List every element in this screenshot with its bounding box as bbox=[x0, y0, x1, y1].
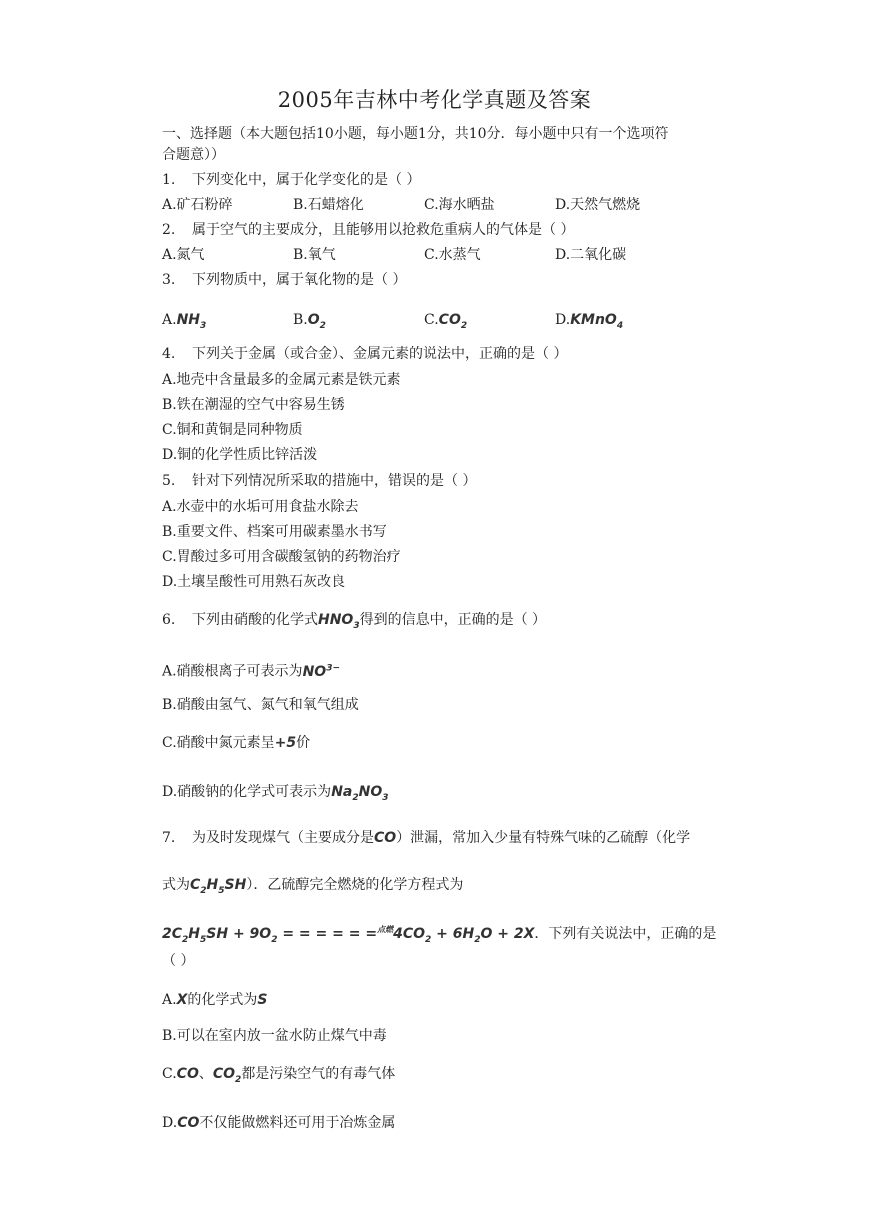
question-7-line-2: 式为$C_2H_5SH$）．乙硫醇完全燃烧的化学方程式为 bbox=[162, 877, 464, 896]
option-c: C.CO、$CO_2$都是污染空气的有毒气体 bbox=[162, 1066, 396, 1085]
option-d: D.硝酸钠的化学式可表示为$Na_2NO_3$ bbox=[162, 784, 389, 803]
question-number: 7. bbox=[162, 830, 176, 846]
question-number: 4. bbox=[162, 346, 176, 362]
formula-nitrate-ion: $NO^{3-}$ bbox=[302, 663, 340, 680]
formula-co: CO bbox=[374, 830, 397, 846]
formula-na2no3: $Na_2NO_3$ bbox=[331, 784, 389, 803]
option-a: A.水壶中的水垢可用食盐水除去 bbox=[162, 499, 359, 515]
option-a: A.氮气 bbox=[162, 247, 205, 263]
question-stem: 针对下列情况所采取的措施中，错误的是（ ） bbox=[192, 473, 477, 489]
option-d bbox=[555, 310, 623, 336]
option-b: B.可以在室内放一盆水防止煤气中毒 bbox=[162, 1028, 387, 1044]
formula-kmno4: KMnO$_4$ bbox=[570, 312, 624, 331]
option-c: C.铜和黄铜是同种物质 bbox=[162, 422, 303, 438]
question-number: 5. bbox=[162, 473, 176, 489]
option-c: C.胃酸过多可用含碳酸氢钠的药物治疗 bbox=[162, 549, 401, 565]
question-stem: 下列变化中，属于化学变化的是（ ） bbox=[192, 172, 421, 188]
option-label: C. bbox=[424, 312, 439, 328]
question-number: 6. bbox=[162, 612, 176, 628]
option-d: D.CO不仅能做燃料还可用于冶炼金属 bbox=[162, 1115, 396, 1131]
option-b: B.重要文件、档案可用碳素墨水书写 bbox=[162, 524, 387, 540]
option-label: B. bbox=[293, 312, 308, 328]
question-1 bbox=[162, 170, 420, 190]
question-stem: 下列物质中，属于氧化物的是（ ） bbox=[192, 272, 407, 288]
option-c: C.水蒸气 bbox=[424, 247, 481, 263]
option-b: B.硝酸由氢气、氮气和氧气组成 bbox=[162, 697, 359, 713]
question-stem: 下列关于金属（或合金）、金属元素的说法中，正确的是（ ） bbox=[192, 346, 568, 362]
question-stem-part: 下列由硝酸的化学式 bbox=[192, 612, 318, 628]
question-3-options bbox=[162, 310, 762, 330]
option-b: B.石蜡熔化 bbox=[293, 197, 364, 213]
question-5 bbox=[162, 471, 476, 491]
option-c bbox=[424, 310, 467, 336]
option-b bbox=[293, 310, 326, 336]
question-stem: 属于空气的主要成分，且能够用以抢救危重病人的气体是（ ） bbox=[192, 222, 575, 238]
question-number: 3. bbox=[162, 272, 176, 288]
answer-paren: （ ） bbox=[162, 953, 195, 969]
option-a: A.矿石粉碎 bbox=[162, 197, 233, 213]
section-heading-line-1: 一、选择题（本大题包括10小题，每小题1分，共10分．每小题中只有一个选项符 bbox=[162, 126, 669, 142]
formula-nh3: $NH_3$ bbox=[176, 312, 207, 331]
chemical-equation: $2C_2H_5SH + 9O_2$ = = = = = $=^{点燃}4CO_2 + 6H_2O + 2X$．下列有关说法中，正确的是 bbox=[162, 925, 717, 945]
formula-ethanethiol: $C_2H_5SH$ bbox=[190, 877, 247, 896]
option-d: D.土壤呈酸性可用熟石灰改良 bbox=[162, 574, 346, 590]
option-b: B.铁在潮湿的空气中容易生锈 bbox=[162, 397, 345, 413]
option-c: C.海水晒盐 bbox=[424, 197, 495, 213]
page-title: 2005年吉林中考化学真题及答案 bbox=[277, 88, 592, 112]
option-a bbox=[162, 310, 206, 336]
formula-co2: $CO_2$ bbox=[438, 312, 468, 331]
formula-hno3: $HNO_3$ bbox=[318, 612, 360, 631]
formula-o2: $O_2$ bbox=[307, 312, 326, 331]
section-heading-line-2: 合题意）） bbox=[162, 147, 225, 163]
question-2 bbox=[162, 220, 574, 240]
option-label: D. bbox=[555, 312, 571, 328]
question-1-options bbox=[162, 195, 762, 215]
question-4 bbox=[162, 344, 567, 364]
option-a: A.地壳中含量最多的金属元素是铁元素 bbox=[162, 372, 401, 388]
option-a: A.硝酸根离子可表示为$NO^{3-}$ bbox=[162, 663, 340, 680]
reaction-condition: 点燃 bbox=[377, 925, 394, 934]
question-number: 2. bbox=[162, 222, 176, 238]
question-3 bbox=[162, 270, 406, 290]
question-6 bbox=[162, 610, 546, 636]
option-b: B.氧气 bbox=[293, 247, 336, 263]
option-label: A. bbox=[162, 312, 177, 328]
question-stem-part: 得到的信息中，正确的是（ ） bbox=[359, 612, 547, 628]
equation-reactants: $2C_2H_5SH + 9O_2$ = = = = = $=^{点燃}4CO_2 + 6H_2O + 2X$ bbox=[162, 925, 535, 945]
option-a: A.X的化学式为S bbox=[162, 992, 268, 1008]
option-d: D.天然气燃烧 bbox=[555, 197, 641, 213]
question-2-options bbox=[162, 245, 762, 265]
option-d: D.二氧化碳 bbox=[555, 247, 627, 263]
option-c: C.硝酸中氮元素呈+5价 bbox=[162, 735, 311, 751]
formula-valence: +5 bbox=[274, 735, 297, 751]
question-number: 1. bbox=[162, 172, 176, 188]
option-d: D.铜的化学性质比锌活泼 bbox=[162, 447, 318, 463]
question-7: 7. 为及时发现煤气（主要成分是CO）泄漏，常加入少量有特殊气味的乙硫醇（化学 bbox=[162, 830, 691, 846]
